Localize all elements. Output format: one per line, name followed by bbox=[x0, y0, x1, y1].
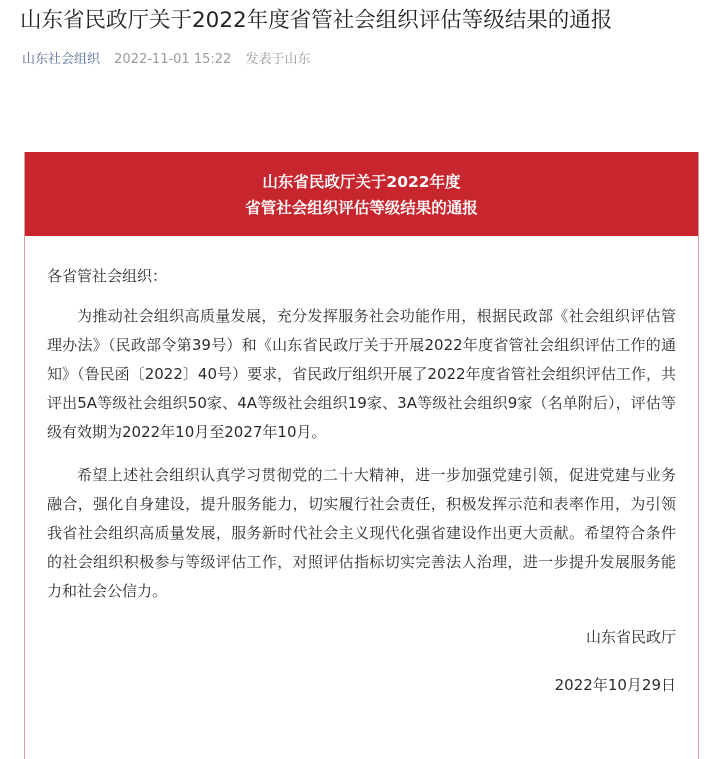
notice-banner bbox=[25, 152, 698, 236]
banner-title-line1: 山东省民政厅关于2022年度 bbox=[262, 173, 461, 191]
article-meta bbox=[22, 48, 310, 67]
publish-location: 发表于山东 bbox=[245, 52, 311, 67]
paragraph-evaluation: 为推动社会组织高质量发展，充分发挥服务社会功能作用，根据民政部《社会组织评估管理办法》（民政部令第39号）和《山东省民政厅关于开展2022年度省管社会组织评估工作的通知》（鲁民函〔2022〕40号）要求，省民政厅组织开展了2022年度省管社会组织评估工作，共评出5A等级社会组织50家、4A等级社会组织19家、3A等级社会组织9家（名单附后），评估等级有效期为2022年10月至2027年10月。 bbox=[47, 307, 676, 441]
paragraph-expectations: 希望上述社会组织认真学习贯彻党的二十大精神，进一步加强党建引领，促进党建与业务融合，强化自身建设，提升服务能力，切实履行社会责任，积极发挥示范和表率作用，为引领我省社会组织高质量发展，服务新时代社会主义现代化强省建设作出更大贡献。希望符合条件的社会组织积极参与等级评估工作，对照评估指标切实完善法人治理，进一步提升发展服务能力和社会公信力。 bbox=[47, 466, 676, 600]
notice-document bbox=[24, 152, 699, 759]
publish-datetime: 2022-11-01 15:22 bbox=[114, 52, 232, 67]
notice-body bbox=[25, 262, 698, 700]
account-name-link[interactable]: 山东社会组织 bbox=[22, 52, 101, 67]
signature: 山东省民政厅 bbox=[585, 628, 676, 646]
banner-title-line2: 省管社会组织评估等级结果的通报 bbox=[245, 199, 478, 217]
article-title: 山东省民政厅关于2022年度省管社会组织评估等级结果的通报 bbox=[20, 8, 613, 33]
signature-date: 2022年10月29日 bbox=[554, 676, 676, 694]
salutation: 各省管社会组织： bbox=[47, 267, 168, 285]
